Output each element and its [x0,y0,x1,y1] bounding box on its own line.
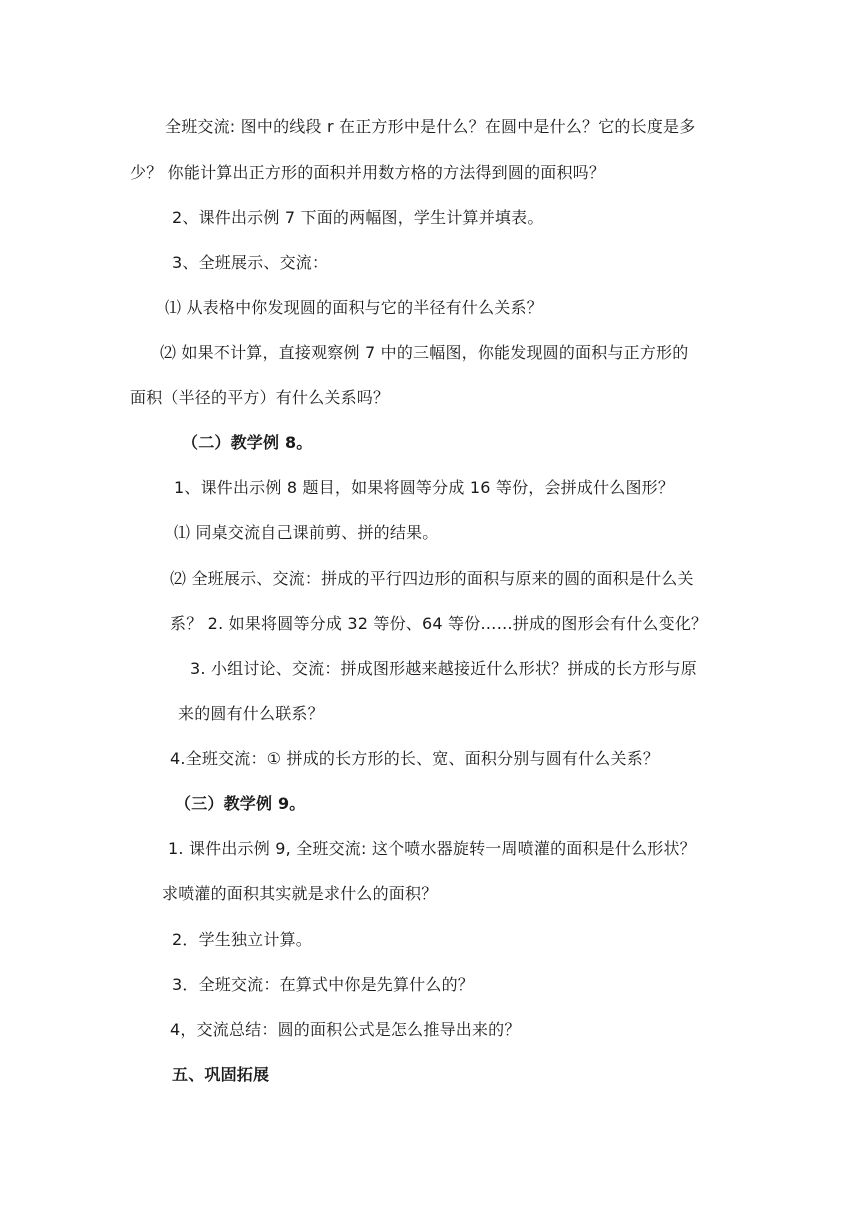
paragraph-line-2: 少？ 你能计算出正方形的面积并用数方格的方法得到圆的面积吗？ [130,163,606,182]
section-heading-example-9: （三）教学例 9。 [175,794,306,813]
paragraph-line-9: 1、课件出示例 8 题目，如果将圆等分成 16 等份，会拼成什么图形？ [174,478,675,497]
section-heading-example-8: （二）教学例 8。 [182,433,313,452]
paragraph-line-21: 4，交流总结：圆的面积公式是怎么推导出来的？ [170,1020,521,1039]
paragraph-line-14: 来的圆有什么联系？ [178,704,324,723]
paragraph-line-10: ⑴ 同桌交流自己课前剪、拼的结果。 [174,523,439,542]
paragraph-line-18: 求喷灌的面积其实就是求什么的面积？ [162,884,438,903]
paragraph-line-7: 面积（半径的平方）有什么关系吗？ [130,388,390,407]
paragraph-line-12: 系？ 2. 如果将圆等分成 32 等份、64 等份……拼成的图形会有什么变化？ [170,614,708,633]
paragraph-line-3: 2、课件出示例 7 下面的两幅图，学生计算并填表。 [172,208,544,227]
paragraph-line-11: ⑵ 全班展示、交流：拼成的平行四边形的面积与原来的圆的面积是什么关 [170,569,694,588]
paragraph-line-19: 2．学生独立计算。 [172,930,312,949]
paragraph-line-5: ⑴ 从表格中你发现圆的面积与它的半径有什么关系？ [165,298,543,317]
paragraph-line-1: 全班交流: 图中的线段 r 在正方形中是什么？在圆中是什么？它的长度是多 [165,117,696,136]
paragraph-line-20: 3．全班交流：在算式中你是先算什么的？ [172,975,474,994]
paragraph-line-4: 3、全班展示、交流： [172,253,329,272]
paragraph-line-6: ⑵ 如果不计算，直接观察例 7 中的三幅图，你能发现圆的面积与正方形的 [160,343,689,362]
section-heading-consolidation: 五、巩固拓展 [172,1065,270,1084]
paragraph-line-13: 3. 小组讨论、交流：拼成图形越来越接近什么形状？拼成的长方形与原 [190,659,697,678]
paragraph-line-17: 1. 课件出示例 9, 全班交流: 这个喷水器旋转一周喷灌的面积是什么形状？ [168,839,696,858]
paragraph-line-15: 4.全班交流：① 拼成的长方形的长、宽、面积分别与圆有什么关系？ [170,749,660,768]
